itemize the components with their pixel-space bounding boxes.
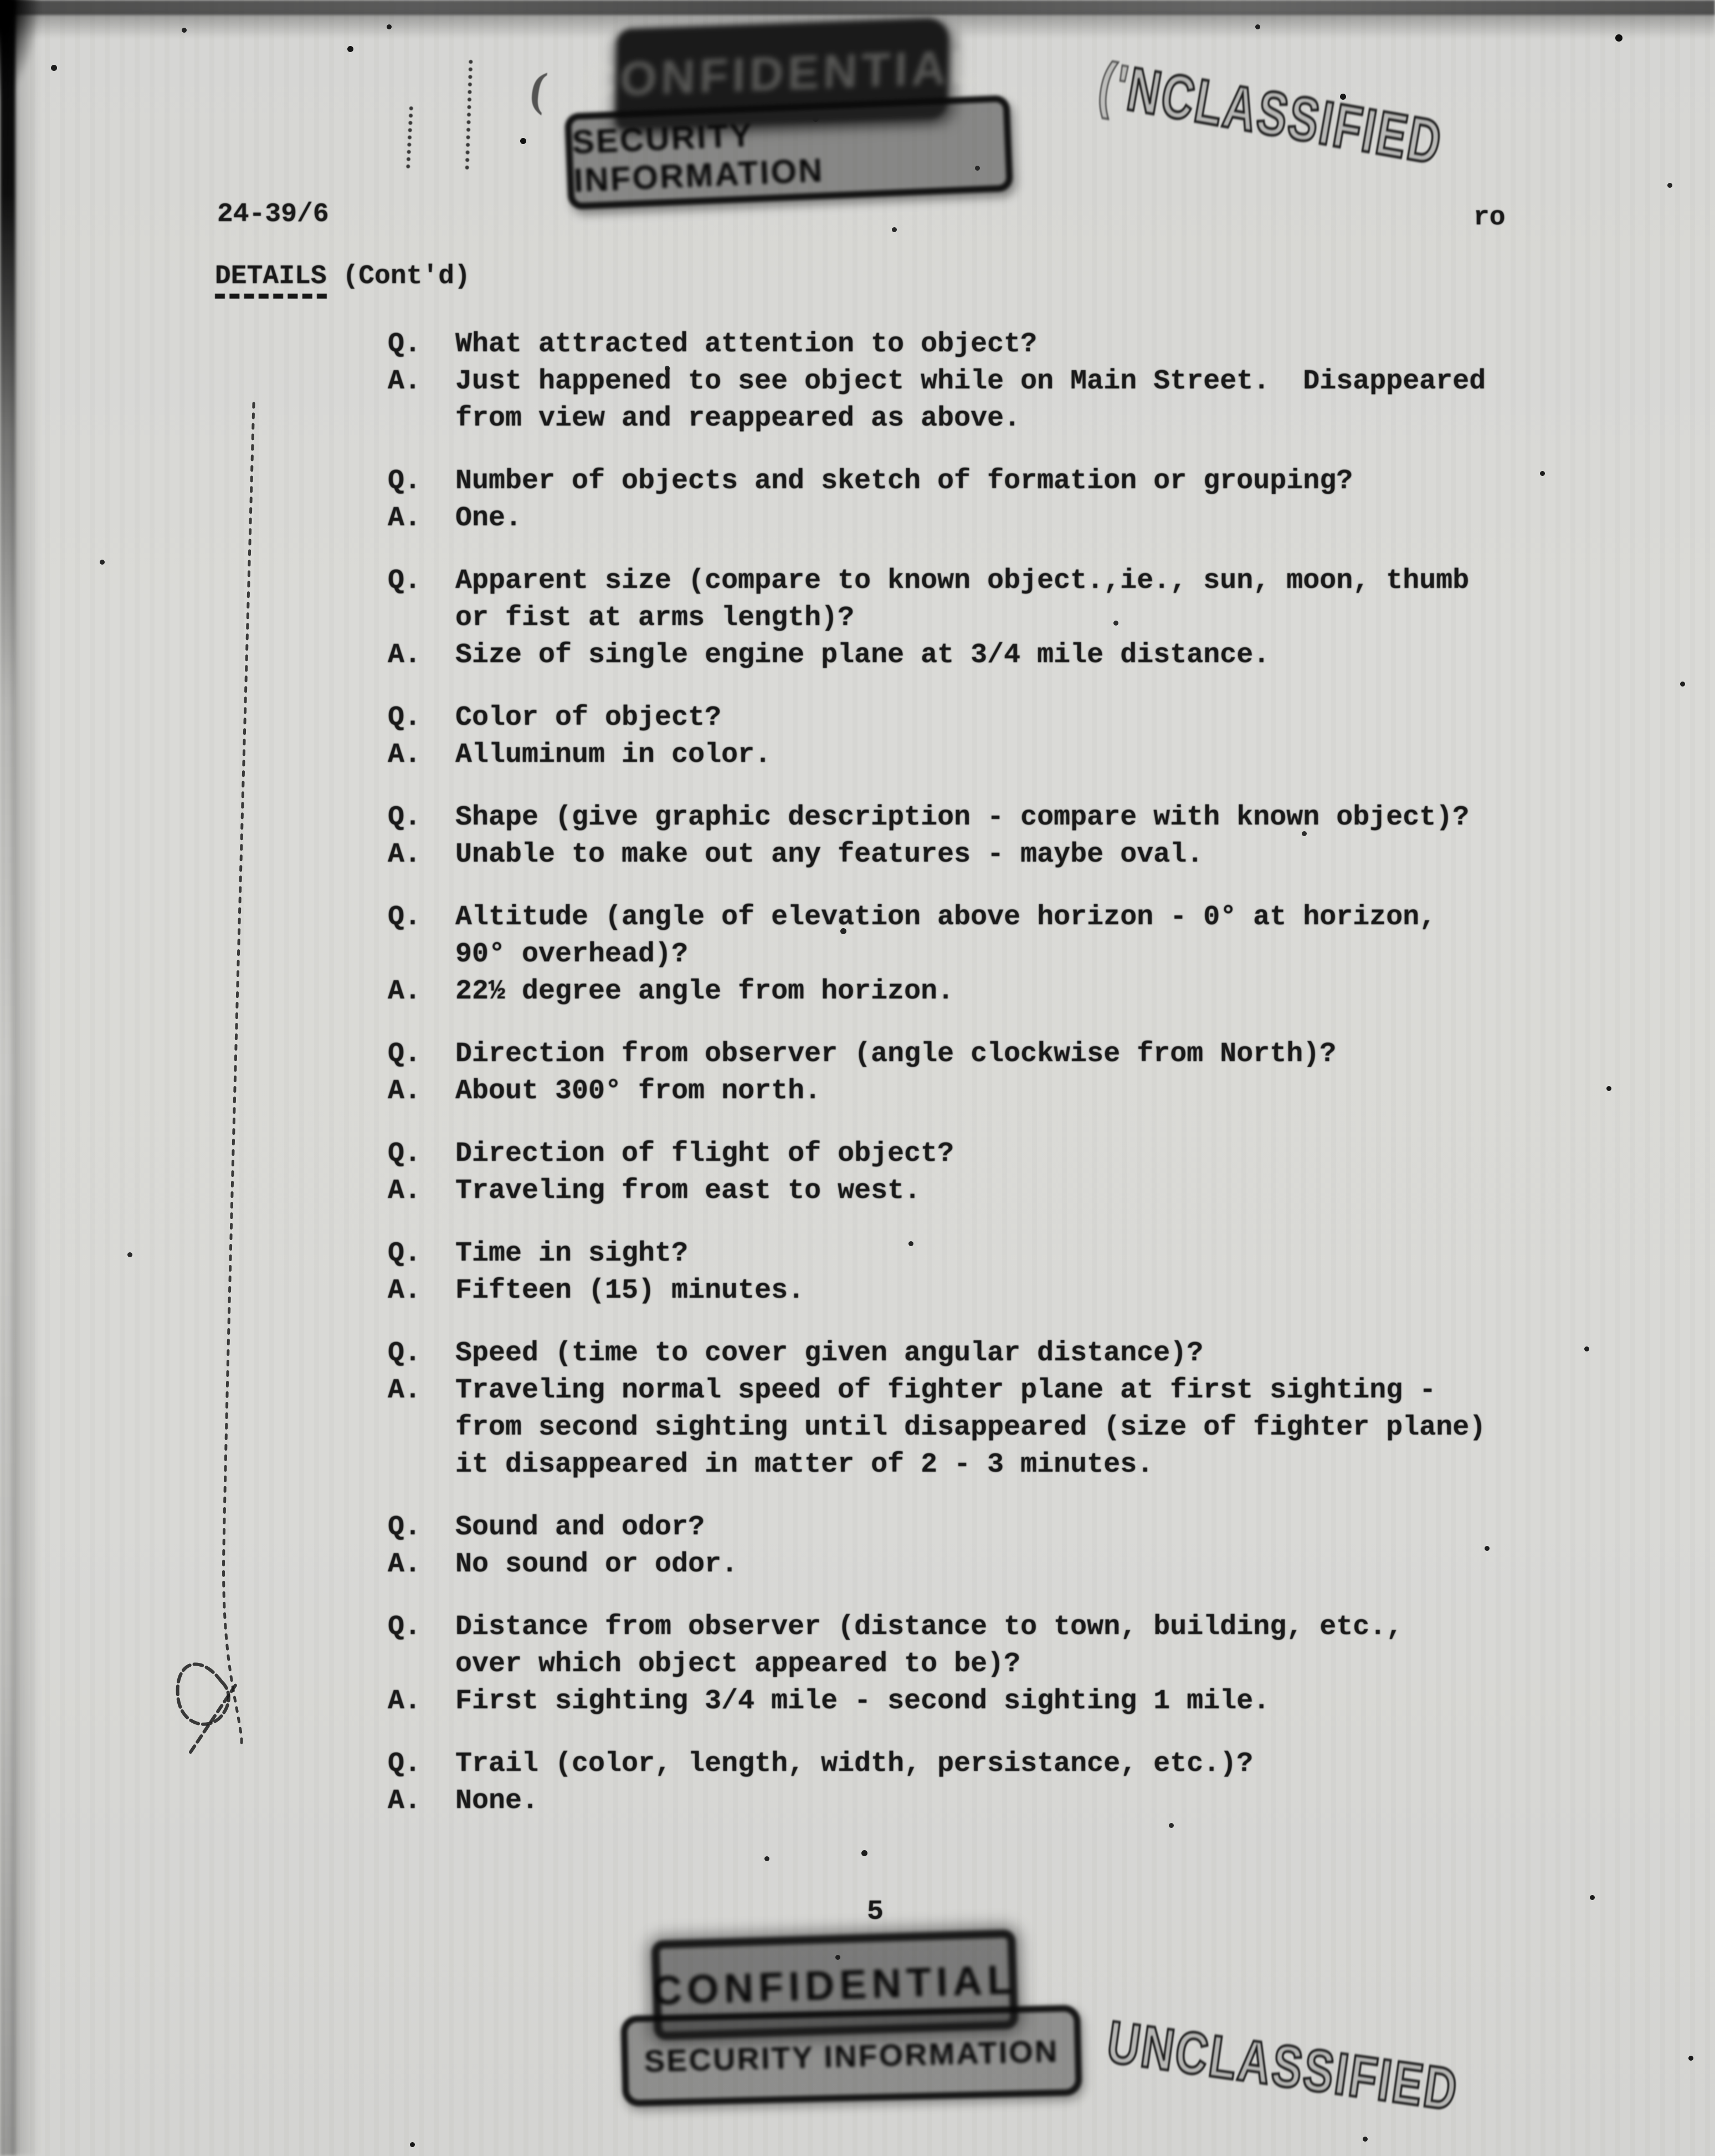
qa-line: Alluminum in color. [455, 739, 772, 771]
qa-line: Color of object? [455, 702, 722, 734]
qa-line: it disappeared in matter of 2 - 3 minutes. [455, 1449, 1154, 1481]
qa-label-q: Q. [388, 1512, 422, 1543]
qa-row-q [388, 1235, 1673, 1272]
qa-lines-a [455, 1783, 1673, 1820]
qa-line: Size of single engine plane at 3/4 mile distance. [455, 639, 1270, 671]
qa-block [388, 463, 1673, 537]
qa-lines-a [455, 1272, 1673, 1309]
qa-label-a: A. [388, 1549, 422, 1580]
qa-block [388, 699, 1673, 774]
section-heading [215, 262, 470, 291]
qa-block [388, 899, 1673, 1010]
qa-row-q [388, 1335, 1673, 1372]
qa-row-a [388, 500, 1673, 537]
qa-lines-q [455, 326, 1673, 363]
qa-lines-q [455, 699, 1673, 736]
qa-lines-q [455, 1509, 1673, 1546]
qa-row-q [388, 326, 1673, 363]
qa-row-a [388, 1073, 1673, 1110]
qa-line: Apparent size (compare to known object.,ie., sun, moon, thumb [455, 565, 1470, 597]
qa-row-a [388, 1683, 1673, 1720]
qa-lines-q [455, 1335, 1673, 1372]
security-information-stamp-top-label: SECURITY INFORMATION [571, 116, 825, 199]
qa-label-q: Q. [388, 1748, 422, 1780]
qa-line: Just happened to see object while on Main Street. Disappeared [455, 366, 1486, 397]
page-number: 5 [867, 1896, 884, 1928]
qa-row-q [388, 1509, 1673, 1546]
qa-lines-a [455, 1073, 1673, 1110]
qa-label-a: A. [388, 1275, 422, 1307]
confidential-stamp-bottom-label: CONFIDENTIAL [651, 1956, 1018, 2014]
qa-label-a: A. [388, 366, 422, 397]
qa-label-q: Q. [388, 702, 422, 734]
qa-block [388, 1609, 1673, 1720]
qa-lines-a [455, 736, 1673, 774]
qa-row-q [388, 699, 1673, 736]
qa-line: or fist at arms length)? [455, 602, 855, 634]
qa-label-q: Q. [388, 1338, 422, 1369]
qa-row-q [388, 463, 1673, 500]
pen-line-artifact [166, 382, 299, 1801]
qa-label-a: A. [388, 1175, 422, 1207]
qa-row-a [388, 836, 1673, 873]
qa-line: What attracted attention to object? [455, 329, 1038, 360]
qa-label-a: A. [388, 639, 422, 671]
qa-lines-a [455, 836, 1673, 873]
qa-block [388, 1135, 1673, 1210]
qa-lines-q [455, 899, 1673, 973]
document-number: 24-39/6 [217, 199, 329, 229]
qa-lines-q [455, 1036, 1673, 1073]
qa-block [388, 1335, 1673, 1483]
section-heading-title: DETAILS [215, 262, 327, 299]
qa-lines-a [455, 637, 1673, 674]
qa-row-a [388, 637, 1673, 674]
qa-line: Trail (color, length, width, persistance, etc.)? [455, 1748, 1254, 1780]
qa-lines-a [455, 1683, 1673, 1720]
unclassified-stamp-top-label: NCLASSIFIED [1122, 54, 1448, 178]
qa-row-a [388, 363, 1673, 437]
section-heading-suffix: (Cont'd) [326, 262, 470, 291]
qa-row-q [388, 799, 1673, 836]
scanner-left-edge-shadow [12, 0, 41, 2156]
qa-lines-q [455, 1135, 1673, 1172]
qa-line: About 300° from north. [455, 1076, 821, 1107]
qa-lines-a [455, 363, 1673, 437]
qa-line: First sighting 3/4 mile - second sighting 1 mile. [455, 1686, 1270, 1717]
qa-row-a [388, 1546, 1673, 1583]
qa-label-q: Q. [388, 1611, 422, 1643]
qa-line: Traveling normal speed of fighter plane at first sighting - [455, 1375, 1436, 1406]
qa-line: Direction of flight of object? [455, 1138, 954, 1170]
qa-row-a [388, 1783, 1673, 1820]
qa-lines-a [455, 1372, 1673, 1483]
qa-lines-q [455, 799, 1673, 836]
qa-line: Number of objects and sketch of formation or grouping? [455, 465, 1353, 497]
qa-line: Unable to make out any features - maybe oval. [455, 839, 1204, 870]
qa-label-a: A. [388, 839, 422, 870]
qa-row-a [388, 1172, 1673, 1210]
qa-row-a [388, 1372, 1673, 1483]
qa-row-a [388, 1272, 1673, 1309]
qa-row-q [388, 1036, 1673, 1073]
qa-block [388, 799, 1673, 873]
qa-row-q [388, 562, 1673, 637]
unclassified-stamp-top-prefix: (' [1093, 49, 1134, 122]
qa-line: Altitude (angle of elevation above horizon - 0° at horizon, [455, 902, 1436, 933]
stray-tick-mark [406, 106, 413, 168]
qa-line: Distance from observer (distance to town, building, etc., [455, 1611, 1403, 1643]
qa-lines-a [455, 500, 1673, 537]
qa-row-a [388, 973, 1673, 1010]
qa-row-q [388, 1609, 1673, 1683]
qa-line: Shape (give graphic description - compare with known object)? [455, 802, 1470, 833]
qa-line: Time in sight? [455, 1238, 689, 1269]
qa-line: None. [455, 1785, 539, 1817]
qa-line: Speed (time to cover given angular distance)? [455, 1338, 1204, 1369]
qa-lines-q [455, 562, 1673, 637]
qa-line: Sound and odor? [455, 1512, 705, 1543]
top-right-marker: ro [1473, 203, 1506, 233]
qa-lines-a [455, 973, 1673, 1010]
qa-line: Traveling from east to west. [455, 1175, 921, 1207]
qa-line: 22½ degree angle from horizon. [455, 976, 954, 1007]
scanner-top-edge-band [0, 0, 1715, 15]
qa-label-a: A. [388, 976, 422, 1007]
security-information-stamp-bottom-label: SECURITY INFORMATION [644, 2033, 1059, 2078]
qa-list [388, 326, 1673, 1845]
confidential-stamp-top-label: CONFIDENTIAL [581, 39, 983, 107]
qa-block [388, 1745, 1673, 1820]
qa-lines-q [455, 1235, 1673, 1272]
qa-label-q: Q. [388, 565, 422, 597]
qa-label-q: Q. [388, 465, 422, 497]
qa-lines-q [455, 1745, 1673, 1783]
qa-block [388, 326, 1673, 437]
qa-label-a: A. [388, 1076, 422, 1107]
qa-label-a: A. [388, 1686, 422, 1717]
qa-label-q: Q. [388, 1038, 422, 1070]
stray-tick-mark [465, 60, 473, 170]
qa-row-q [388, 899, 1673, 973]
qa-label-a: A. [388, 1785, 422, 1817]
qa-block [388, 562, 1673, 674]
qa-label-q: Q. [388, 329, 422, 360]
qa-block [388, 1036, 1673, 1110]
qa-label-q: Q. [388, 802, 422, 833]
qa-row-q [388, 1135, 1673, 1172]
unclassified-stamp-top [1093, 49, 1448, 179]
qa-line: Direction from observer (angle clockwise from North)? [455, 1038, 1337, 1070]
dust-specks [0, 0, 3, 3]
security-information-stamp-top [564, 95, 1014, 210]
qa-line: 90° overhead)? [455, 939, 689, 970]
qa-label-q: Q. [388, 1138, 422, 1170]
qa-line: from second sighting until disappeared (size of fighter plane) [455, 1412, 1486, 1443]
qa-line: from view and reappeared as above. [455, 403, 1021, 434]
qa-label-a: A. [388, 739, 422, 771]
qa-lines-a [455, 1172, 1673, 1210]
qa-row-q [388, 1745, 1673, 1783]
qa-line: over which object appeared to be)? [455, 1648, 1021, 1680]
qa-line: No sound or odor. [455, 1549, 738, 1580]
qa-line: One. [455, 503, 522, 534]
qa-lines-a [455, 1546, 1673, 1583]
qa-label-a: A. [388, 503, 422, 534]
qa-label-q: Q. [388, 902, 422, 933]
qa-lines-q [455, 463, 1673, 500]
qa-label-a: A. [388, 1375, 422, 1406]
unclassified-stamp-bottom: UNCLASSIFIED [1103, 2008, 1463, 2123]
qa-block [388, 1509, 1673, 1583]
scanner-corner-blob [0, 0, 40, 98]
qa-line: Fifteen (15) minutes. [455, 1275, 805, 1307]
qa-label-q: Q. [388, 1238, 422, 1269]
qa-block [388, 1235, 1673, 1309]
security-information-stamp-bottom [620, 2005, 1082, 2107]
qa-row-a [388, 736, 1673, 774]
qa-lines-q [455, 1609, 1673, 1683]
stray-paren-mark: ( [527, 61, 551, 116]
